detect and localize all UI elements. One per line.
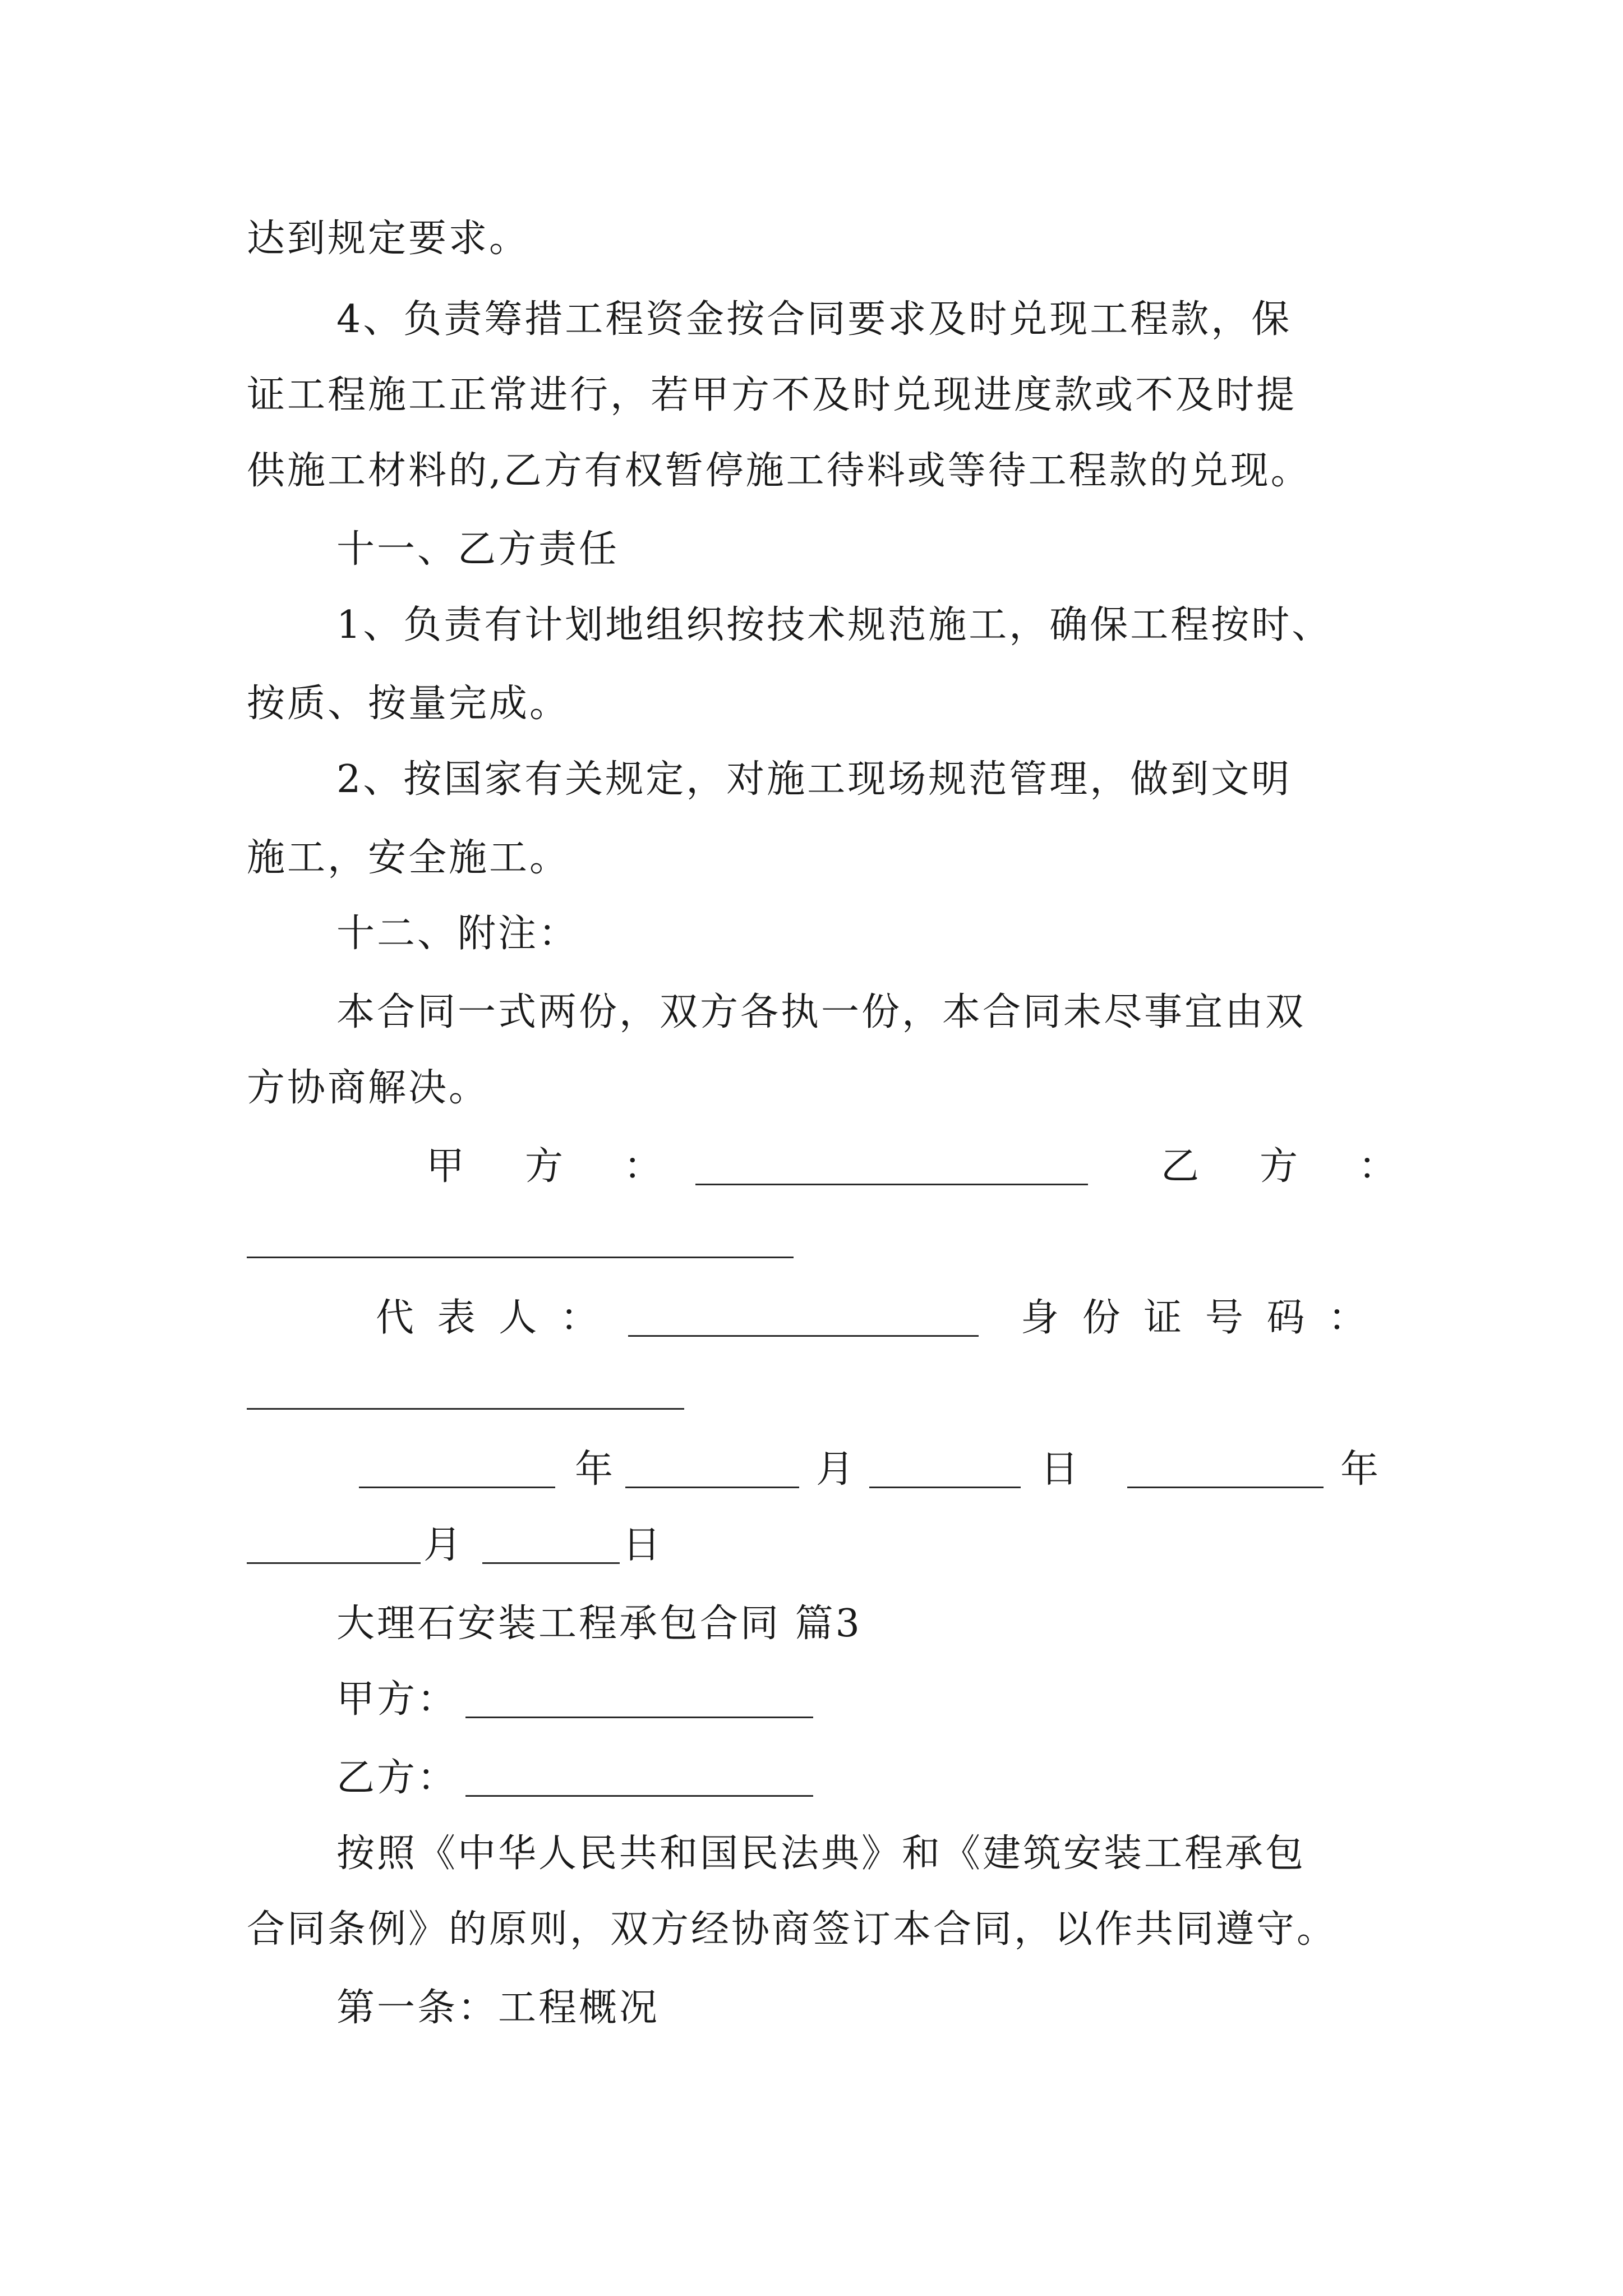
- party-a-signature-line: [695, 1184, 1088, 1185]
- date-b-year: 年: [1340, 1447, 1379, 1492]
- date-b-day: 日: [623, 1523, 661, 1567]
- date-a-month: 月: [816, 1447, 855, 1492]
- paragraph-line: 合同条例》的原则，双方经协商签订本合同，以作共同遵守。: [247, 1907, 1338, 1952]
- date-a-month-line: [625, 1487, 799, 1488]
- party-b-label: 乙方：: [336, 1756, 458, 1800]
- party-b-signature-line: [247, 1257, 794, 1258]
- date-b-day-line: [482, 1562, 620, 1564]
- date-b-month-line: [247, 1562, 421, 1564]
- id-number-label: 身 份 证 号 码 ：: [1021, 1296, 1372, 1340]
- party-a-label: 甲方：: [336, 1677, 458, 1722]
- paragraph-line: 按质、按量完成。: [247, 682, 570, 726]
- id-number-line: [247, 1408, 684, 1410]
- section-title: 大理石安装工程承包合同 篇3: [336, 1602, 862, 1646]
- date-b-month: 月: [423, 1523, 462, 1567]
- party-a-label: 甲 方 ：: [426, 1144, 674, 1189]
- section-heading: 十二、附注：: [336, 912, 579, 956]
- paragraph-line: 4、负责筹措工程资金按合同要求及时兑现工程款，保: [336, 297, 1292, 342]
- paragraph-line: 本合同一式两份，双方各执一份，本合同未尽事宜由双: [336, 990, 1306, 1034]
- paragraph-line: 方协商解决。: [247, 1066, 490, 1110]
- paragraph-line: 达到规定要求。: [247, 217, 530, 261]
- party-a-fill-line: [465, 1717, 813, 1718]
- section-heading: 十一、乙方责任: [336, 527, 620, 572]
- party-b-label: 乙 方 ：: [1161, 1144, 1408, 1189]
- date-a-day: 日: [1040, 1447, 1079, 1492]
- paragraph-line: 1、负责有计划地组织按技术规范施工，确保工程按时、: [336, 603, 1332, 647]
- paragraph-line: 证工程施工正常进行，若甲方不及时兑现进度款或不及时提: [247, 373, 1297, 417]
- paragraph-line: 按照《中华人民共和国民法典》和《建筑安装工程承包: [336, 1832, 1306, 1876]
- article-heading: 第一条：工程概况: [336, 1986, 660, 2030]
- paragraph-line: 2、按国家有关规定，对施工现场规范管理，做到文明: [336, 757, 1292, 802]
- representative-label: 代 表 人 ：: [376, 1296, 604, 1340]
- date-a-day-line: [869, 1487, 1021, 1488]
- paragraph-line: 施工，安全施工。: [247, 836, 570, 880]
- date-b-year-line: [1127, 1487, 1324, 1488]
- representative-signature-line: [628, 1335, 979, 1337]
- date-a-year-line: [359, 1487, 555, 1488]
- date-a-year: 年: [575, 1447, 614, 1492]
- paragraph-line: 供施工材料的,乙方有权暂停施工待料或等待工程款的兑现。: [247, 449, 1311, 493]
- party-b-fill-line: [465, 1795, 813, 1797]
